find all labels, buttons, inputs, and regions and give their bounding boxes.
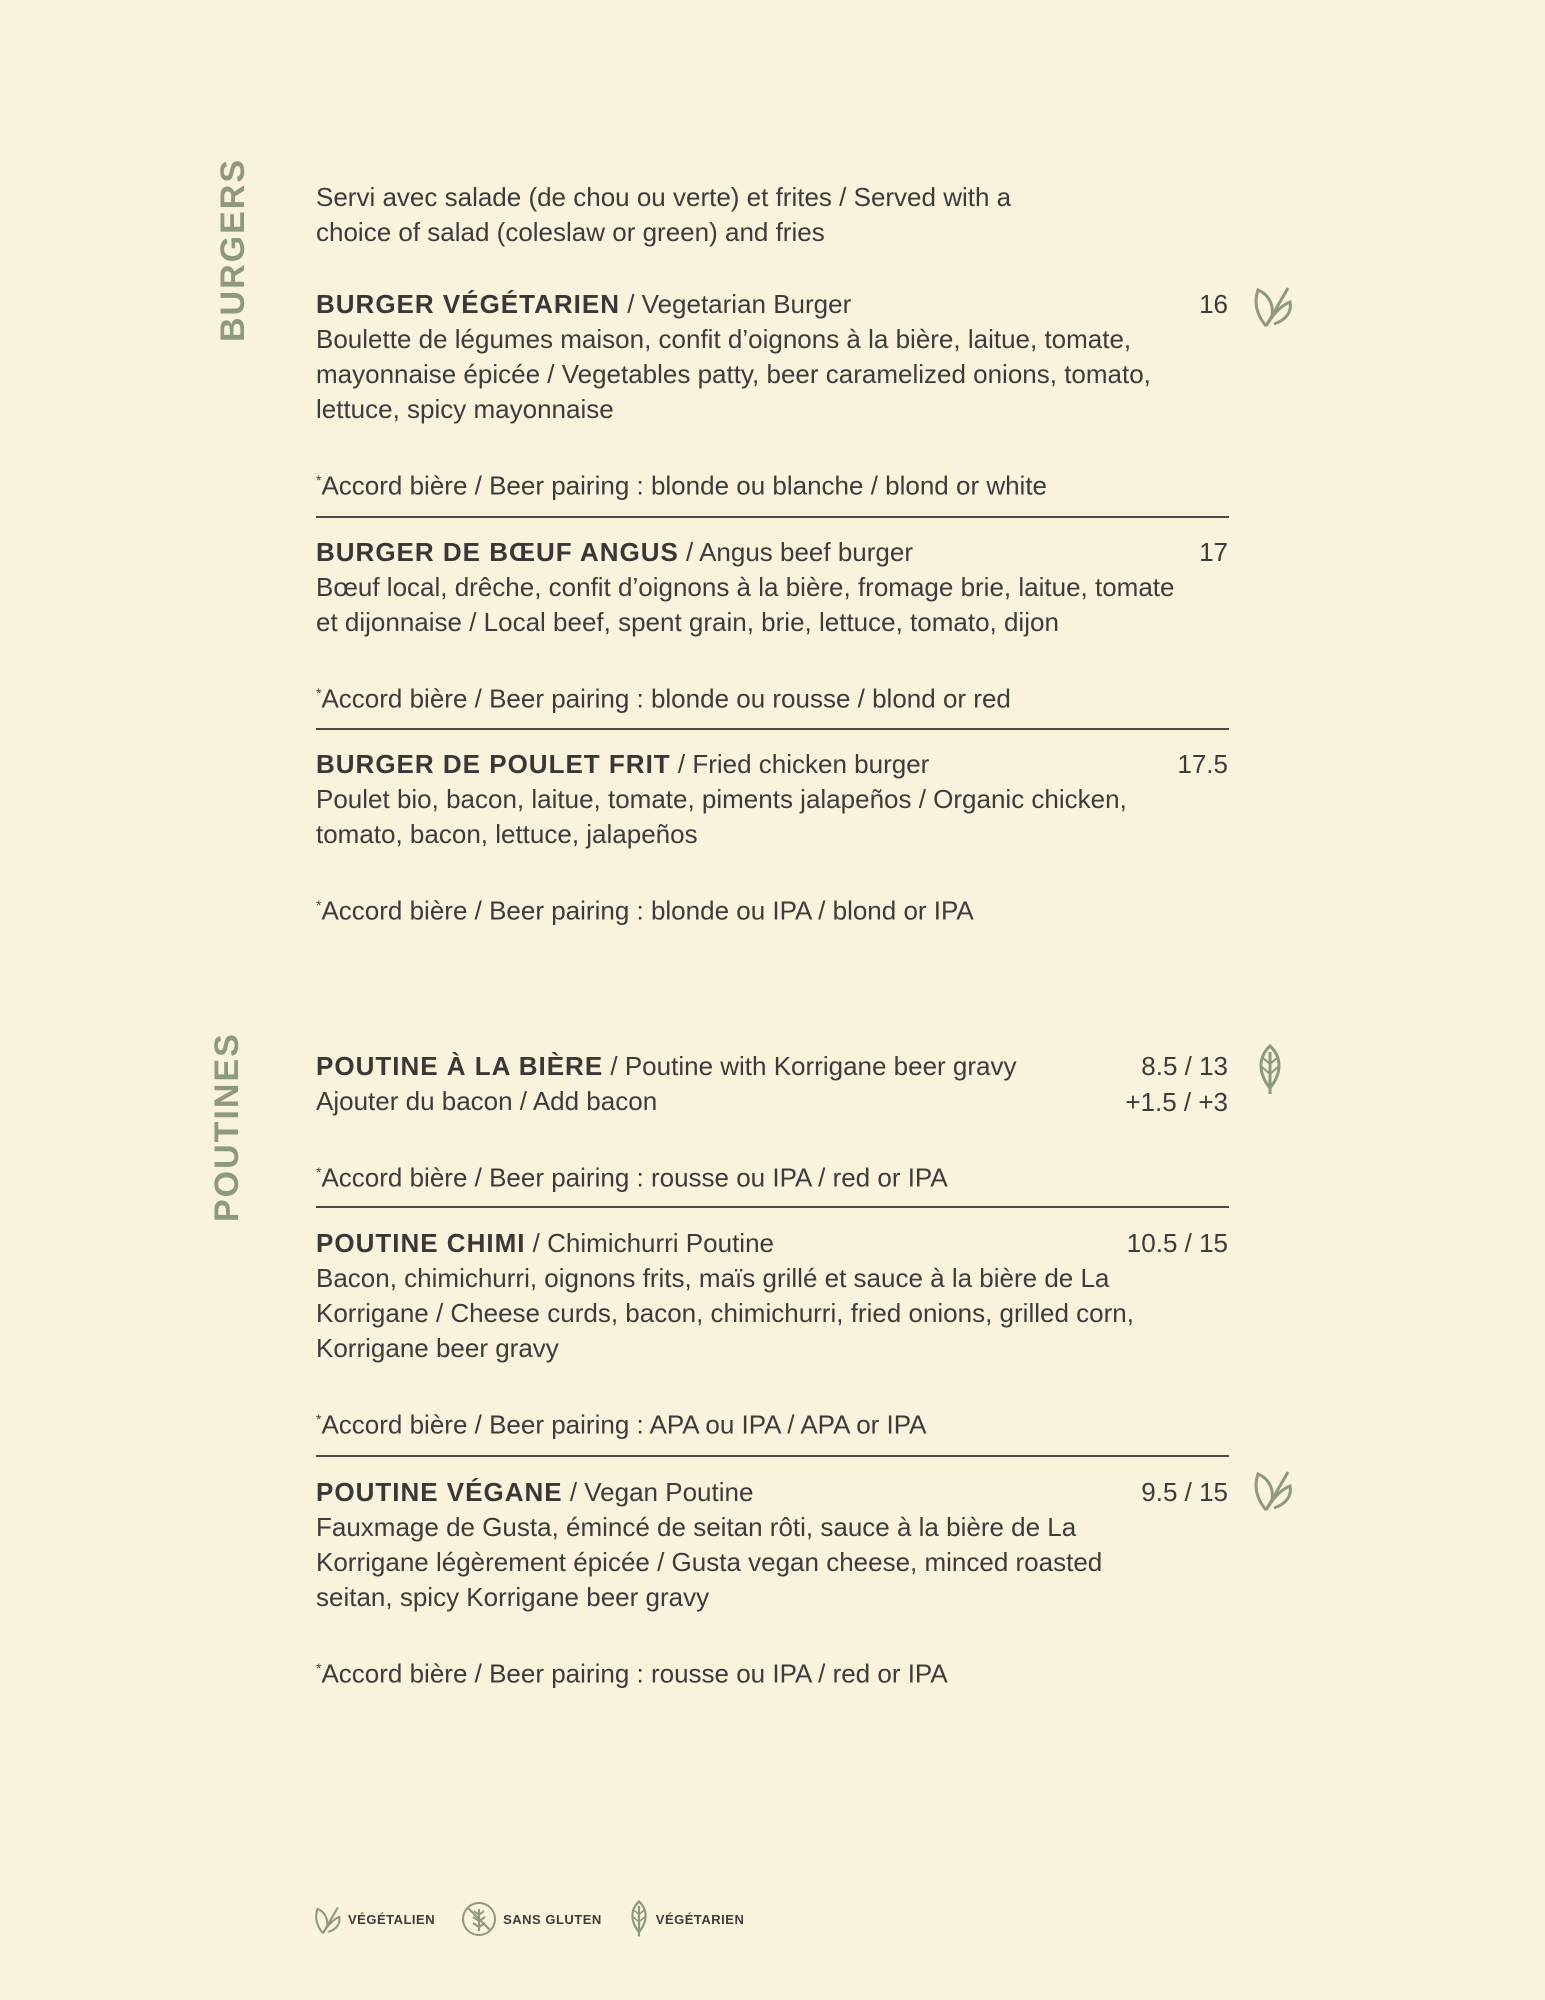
- item-description: Poulet bio, bacon, laitue, tomate, piments jalapeños / Organic chicken, tomato, bacon, lettuce, jalapeños: [316, 784, 1127, 849]
- beer-pairing: [316, 462, 1228, 504]
- item-name: POUTINE CHIMI: [316, 1228, 526, 1258]
- item-description: Bacon, chimichurri, oignons frits, maïs grillé et sauce à la bière de La Korrigane / Cheese curds, bacon, chimichurri, fried onions, grilled corn, Korrigane beer gravy: [316, 1263, 1134, 1363]
- item-name: BURGER DE POULET FRIT: [316, 749, 671, 779]
- vegetarian-leaf-icon: [1255, 1044, 1285, 1096]
- item-subtitle: / Vegetarian Burger: [620, 289, 852, 319]
- item-name: BURGER DE BŒUF ANGUS: [316, 537, 679, 567]
- beer-pairing: [316, 887, 1228, 929]
- item-description: Ajouter du bacon / Add bacon: [316, 1086, 658, 1116]
- legend-label: VÉGÉTALIEN: [348, 1911, 436, 1927]
- pairing-text: Accord bière / Beer pairing : blonde ou blanche / blond or white: [321, 470, 1048, 501]
- beer-pairing: [316, 1401, 1228, 1443]
- vegan-leaf-icon: [1250, 1464, 1294, 1514]
- item-price: 9.5 / 15: [1141, 1477, 1228, 1507]
- item-subtitle: / Poutine with Korrigane beer gravy: [603, 1051, 1017, 1081]
- legend-item-vegetarian: [628, 1900, 745, 1938]
- vegan-leaf-icon: [312, 1902, 342, 1936]
- beer-pairing: [316, 1154, 1228, 1196]
- beer-pairing: [316, 675, 1228, 717]
- pairing-text: Accord bière / Beer pairing : blonde ou IPA / blond or IPA: [321, 895, 974, 926]
- item-price: 17: [1199, 537, 1228, 567]
- section-title-burgers: BURGERS: [214, 157, 252, 342]
- item-extra-price: +1.5 / +3: [1125, 1087, 1228, 1117]
- beer-pairing: [316, 1650, 1228, 1692]
- pairing-mark: *: [316, 1411, 322, 1427]
- menu-item: [316, 1474, 1228, 1692]
- legend-label: SANS GLUTEN: [503, 1911, 602, 1927]
- gluten-free-wheat-icon: [461, 1901, 497, 1937]
- pairing-mark: *: [316, 685, 322, 701]
- item-description: Boulette de légumes maison, confit d’oignons à la bière, laitue, tomate, mayonnaise épicée / Vegetables patty, beer caramelized onions, tomato, lettuce, spicy mayonnaise: [316, 324, 1151, 424]
- pairing-mark: *: [316, 1164, 322, 1180]
- divider: [316, 1206, 1229, 1208]
- item-price: 17.5: [1177, 749, 1228, 779]
- item-subtitle: / Angus beef burger: [678, 537, 913, 567]
- legend-item-vegan: [312, 1902, 435, 1936]
- item-subtitle: / Vegan Poutine: [562, 1477, 754, 1507]
- legend-label: VÉGÉTARIEN: [655, 1911, 745, 1927]
- pairing-text: Accord bière / Beer pairing : rousse ou IPA / red or IPA: [321, 1658, 948, 1689]
- item-description: Fauxmage de Gusta, émincé de seitan rôti, sauce à la bière de La Korrigane légèrement épicée / Gusta vegan cheese, minced roasted seitan, spicy Korrigane beer gravy: [316, 1512, 1103, 1612]
- item-description: Bœuf local, drêche, confit d’oignons à la bière, fromage brie, laitue, tomate et dijonnaise / Local beef, spent grain, brie, lettuce, tomato, dijon: [316, 572, 1175, 637]
- menu-item: [316, 746, 1228, 929]
- pairing-text: Accord bière / Beer pairing : blonde ou rousse / blond or red: [321, 683, 1011, 714]
- menu-item: [316, 286, 1228, 504]
- item-subtitle: / Chimichurri Poutine: [525, 1228, 774, 1258]
- item-price: 8.5 / 13: [1141, 1051, 1228, 1081]
- item-name: BURGER VÉGÉTARIEN: [316, 289, 620, 319]
- item-subtitle: / Fried chicken burger: [670, 749, 930, 779]
- divider: [316, 516, 1229, 518]
- vegan-leaf-icon: [1250, 280, 1294, 330]
- menu-item: [316, 1225, 1228, 1443]
- burgers-intro: Servi avec salade (de chou ou verte) et frites / Served with a choice of salad (coleslaw or green) and fries: [316, 182, 1012, 247]
- divider: [316, 1455, 1229, 1457]
- pairing-text: Accord bière / Beer pairing : APA ou IPA / APA or IPA: [321, 1409, 927, 1440]
- item-price: 16: [1199, 289, 1228, 319]
- vegetarian-leaf-icon: [628, 1900, 650, 1938]
- pairing-mark: *: [316, 897, 322, 913]
- dietary-legend: [312, 1900, 770, 1938]
- section-title-poutines: POUTINES: [208, 1032, 246, 1222]
- legend-item-gluten-free: [461, 1901, 602, 1937]
- item-price: 10.5 / 15: [1126, 1228, 1228, 1258]
- menu-item: [316, 1048, 1228, 1196]
- pairing-mark: *: [316, 472, 322, 488]
- pairing-text: Accord bière / Beer pairing : rousse ou IPA / red or IPA: [321, 1162, 948, 1193]
- pairing-mark: *: [316, 1660, 322, 1676]
- menu-item: [316, 534, 1228, 717]
- item-name: POUTINE À LA BIÈRE: [316, 1051, 604, 1081]
- item-name: POUTINE VÉGANE: [316, 1477, 563, 1507]
- divider: [316, 728, 1229, 730]
